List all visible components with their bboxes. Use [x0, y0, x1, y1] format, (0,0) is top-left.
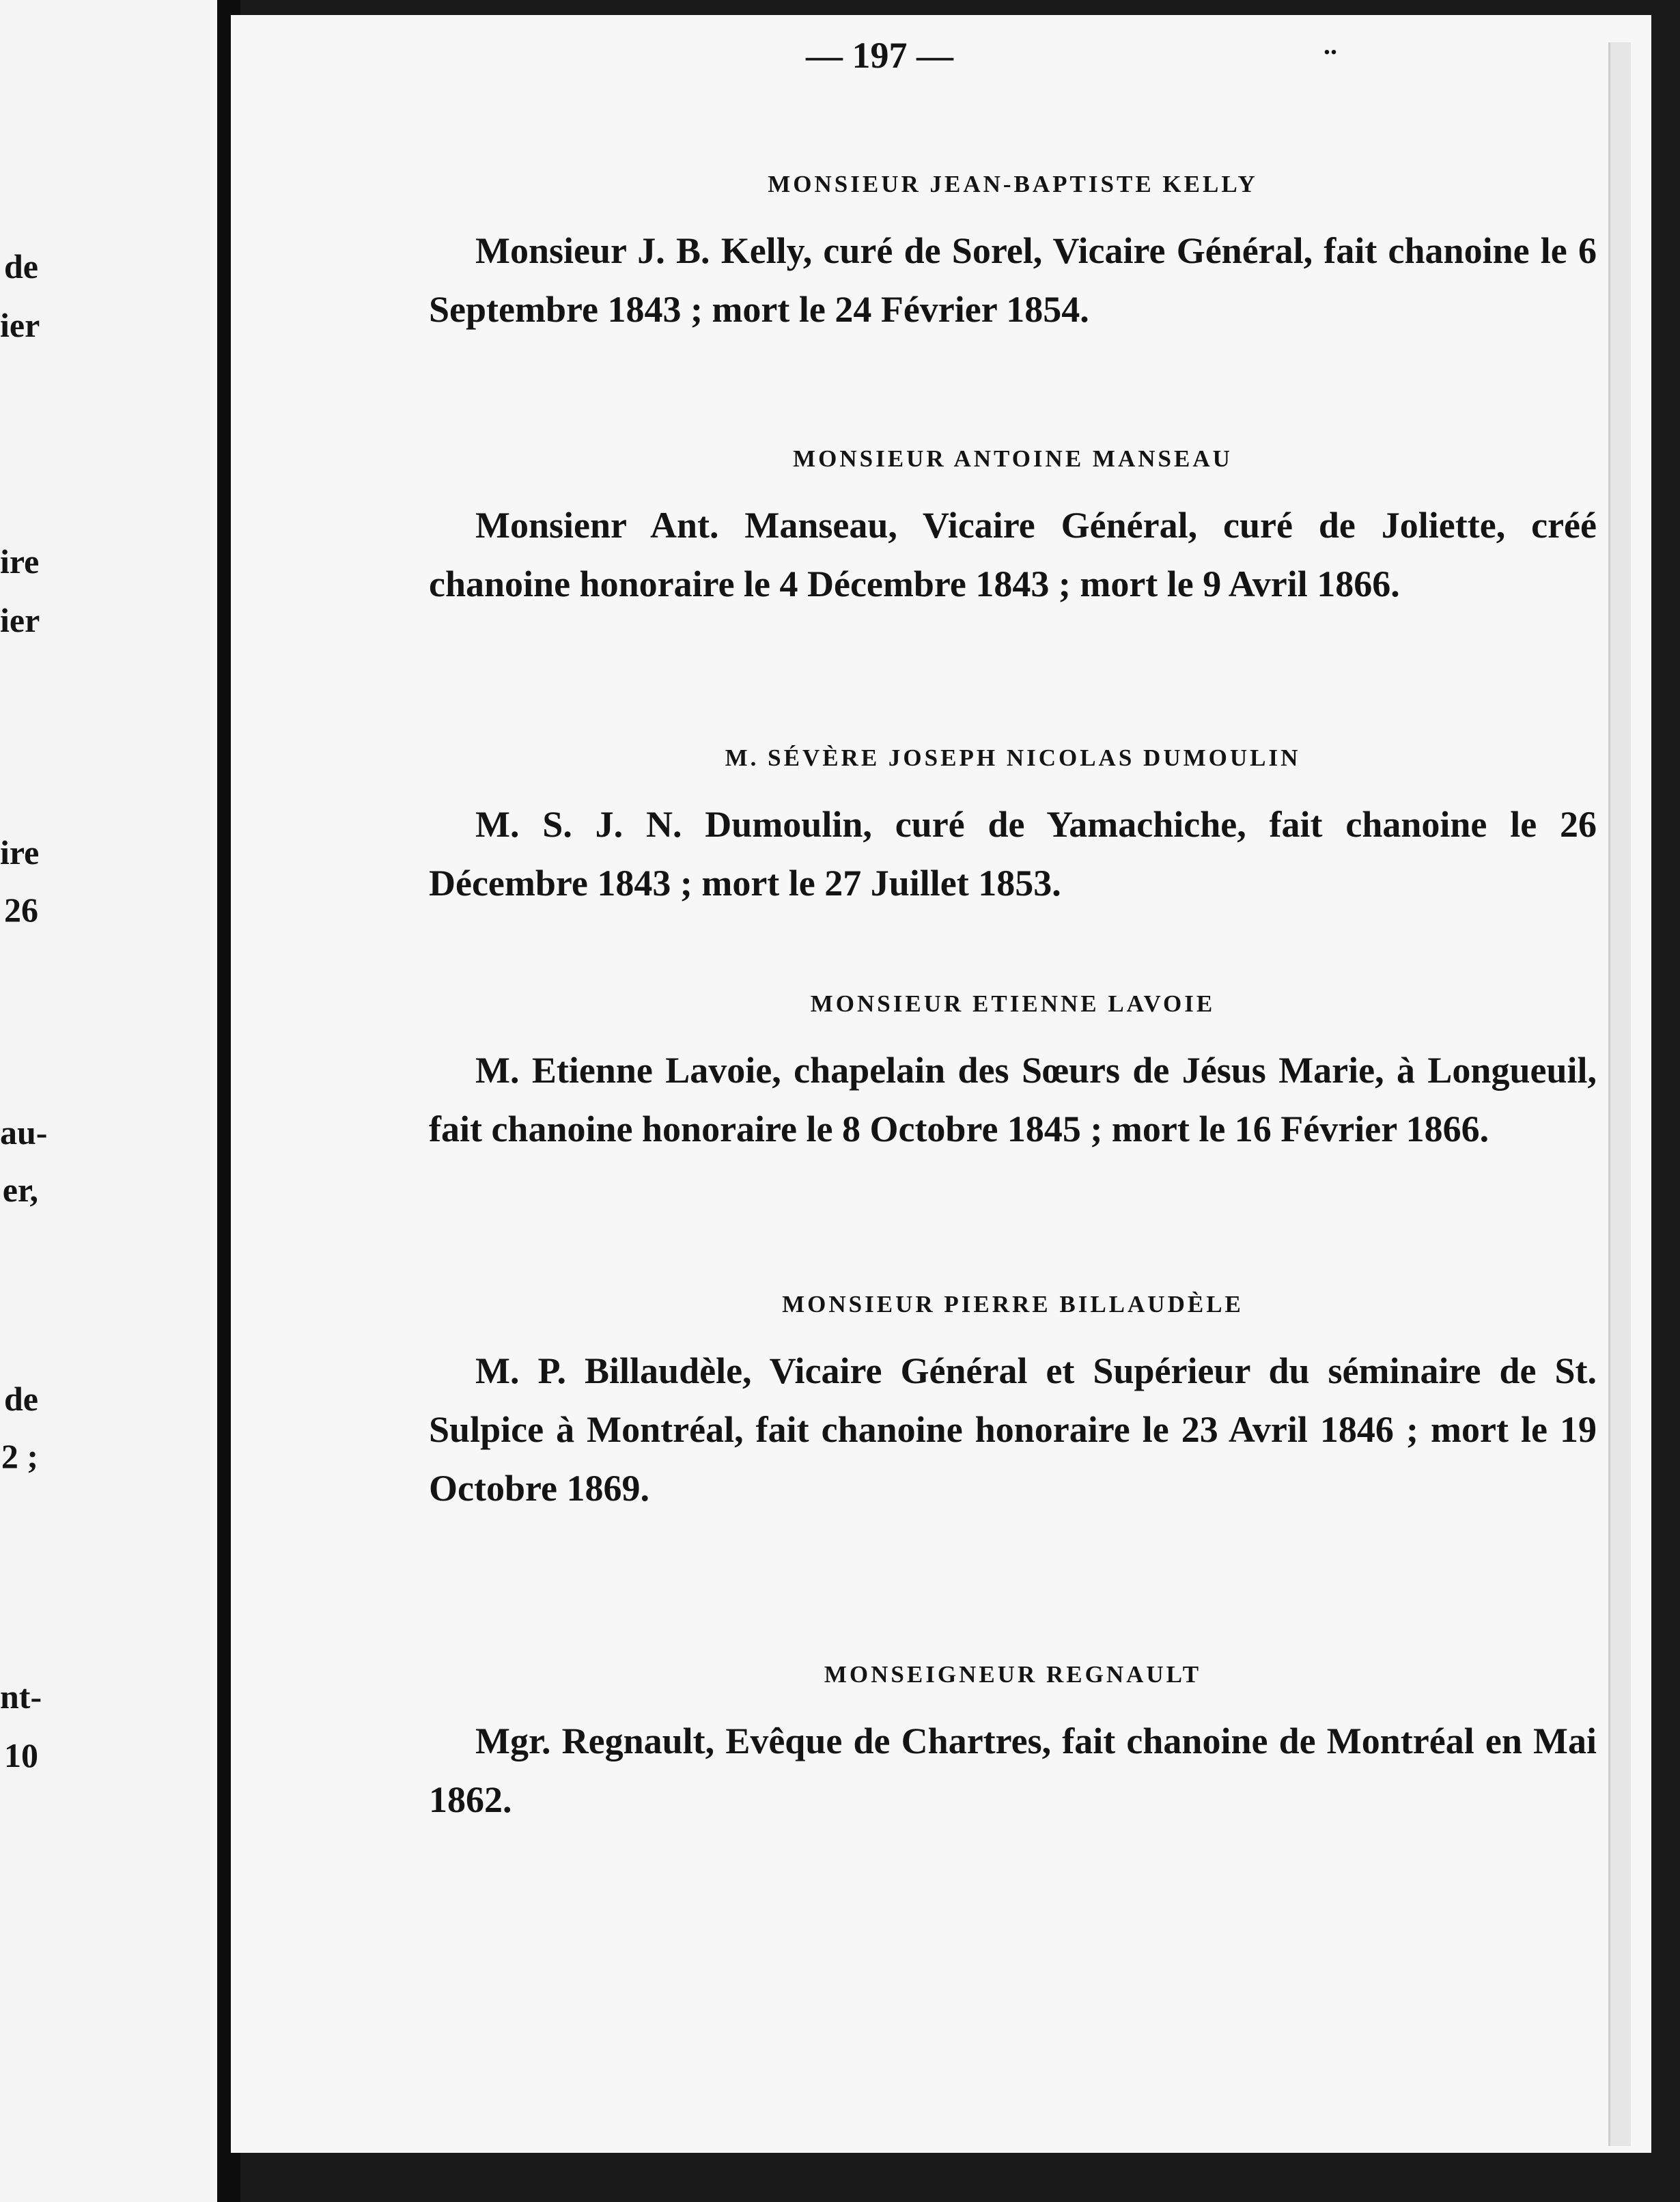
previous-page-fragment: 26 — [4, 891, 38, 929]
entry-kelly — [429, 171, 1597, 339]
entry-text: Monsieur J. B. Kelly, curé de Sorel, Vicaire Général, fait chanoine le 6 Septembre 1843 ; mort le 24 Février 1854. — [429, 230, 1597, 330]
entry-heading: MONSIEUR ANTOINE MANSEAU — [793, 445, 1233, 472]
previous-page-fragment: ire — [0, 833, 40, 872]
entry-heading: MONSIEUR PIERRE BILLAUDÈLE — [782, 1291, 1244, 1318]
entry-manseau — [429, 445, 1597, 613]
previous-page-fragment: ire — [0, 542, 40, 581]
previous-page-fragment: de — [4, 247, 38, 285]
entry-heading: MONSIEUR ETIENNE LAVOIE — [810, 990, 1216, 1017]
previous-page — [0, 0, 217, 2202]
previous-page-fragment: au- — [0, 1113, 48, 1152]
previous-page-fragment: ier — [0, 306, 40, 344]
previous-page-fragment: 2 ; — [1, 1437, 38, 1475]
entry-dumoulin — [429, 744, 1597, 912]
entry-lavoie — [429, 990, 1597, 1158]
previous-page-fragment: er, — [2, 1171, 38, 1209]
entry-text: Monsienr Ant. Manseau, Vicaire Général, curé de Joliette, créé chanoine honoraire le 4 Décembre 1843 ; mort le 9 Avril 1866. — [429, 505, 1597, 604]
previous-page-fragment: nt- — [0, 1677, 42, 1716]
previous-page-fragment: de — [4, 1380, 38, 1418]
entry-text: M. P. Billaudèle, Vicaire Général et Supérieur du séminaire de St. Sulpice à Montréal, fait chanoine honoraire le 23 Avril 1846 ; mort le 19 Octobre 1869. — [429, 1350, 1597, 1509]
entry-heading: MONSIEUR JEAN-BAPTISTE KELLY — [768, 171, 1258, 197]
entry-heading: MONSEIGNEUR REGNAULT — [824, 1661, 1202, 1688]
entry-billaudele — [429, 1291, 1597, 1518]
page-edge — [1608, 42, 1631, 2146]
entry-heading: M. SÉVÈRE JOSEPH NICOLAS DUMOULIN — [725, 744, 1301, 771]
entry-text: M. S. J. N. Dumoulin, curé de Yamachiche, fait chanoine le 26 Décembre 1843 ; mort le 27 Juillet 1853. — [429, 804, 1597, 904]
previous-page-fragment: ier — [0, 601, 40, 639]
entry-regnault — [429, 1661, 1597, 1829]
entry-text: M. Etienne Lavoie, chapelain des Sœurs de Jésus Marie, à Longueuil, fait chanoine honoraire le 8 Octobre 1845 ; mort le 16 Février 1866. — [429, 1050, 1597, 1149]
page-number: — 197 — — [806, 35, 953, 76]
entry-text: Mgr. Regnault, Evêque de Chartres, fait chanoine de Montréal en Mai 1862. — [429, 1720, 1597, 1820]
page-mark: .. — [1324, 29, 1337, 60]
previous-page-fragment: 10 — [4, 1736, 38, 1774]
book-page — [231, 15, 1651, 2153]
